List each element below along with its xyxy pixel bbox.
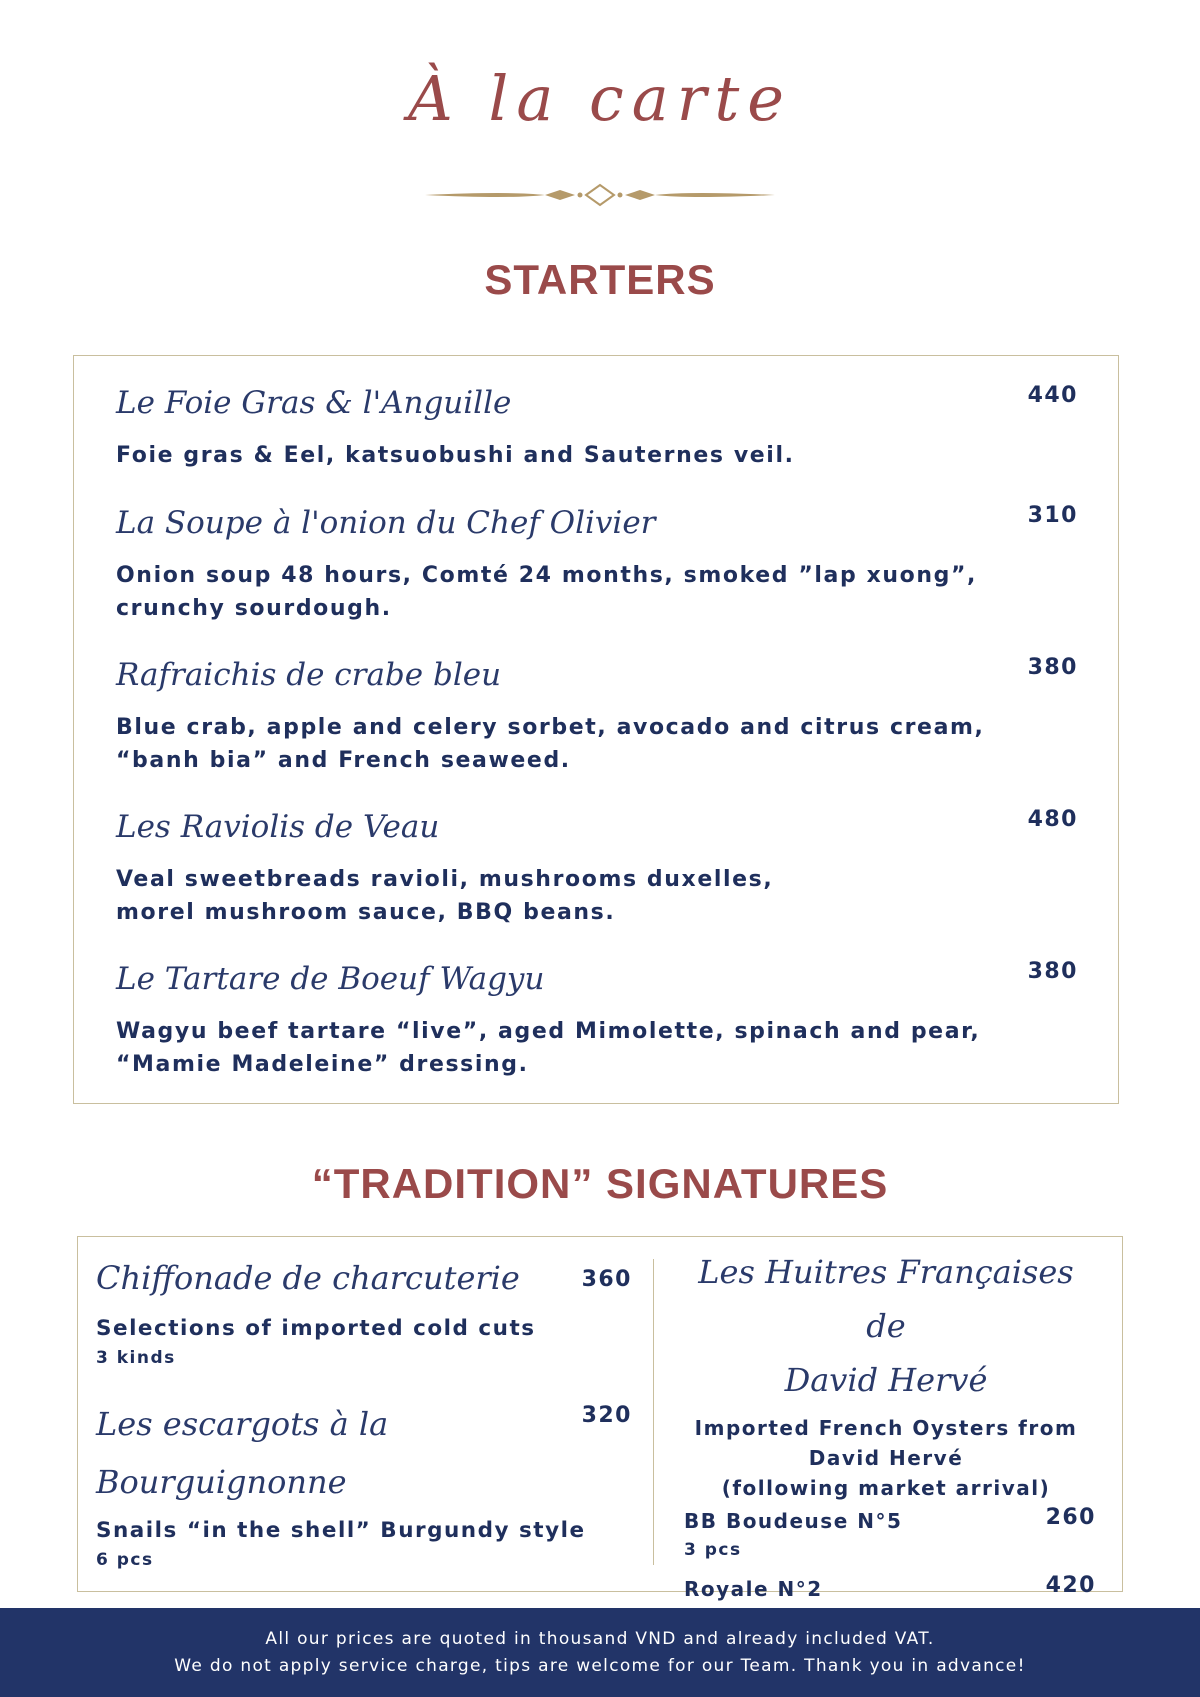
dish-description xyxy=(116,711,1078,777)
dish-description-line: Foie gras & Eel, katsuobushi and Sauternes veil. xyxy=(116,443,795,468)
dish-description-line: (following market arrival) xyxy=(721,1476,1051,1500)
dish-name: Le Tartare de Boeuf Wagyu xyxy=(116,961,545,997)
oysters-description xyxy=(676,1413,1096,1503)
dish-description xyxy=(116,863,1078,929)
dish-price: 380 xyxy=(1027,959,1078,984)
dish-description-line: Blue crab, apple and celery sorbet, avocado and citrus cream, xyxy=(116,715,985,740)
oysters-item xyxy=(676,1245,1096,1631)
dish-name: Le Foie Gras & l'Anguille xyxy=(116,385,512,421)
dish-quantity: 6 pcs xyxy=(96,1550,154,1570)
dish-description-line: morel mushroom sauce, BBQ beans. xyxy=(116,900,616,925)
dish-name-line: Les Huitres Françaises de xyxy=(698,1253,1074,1345)
dish-description xyxy=(116,439,1078,472)
option-name: Royale N°2 xyxy=(684,1577,823,1601)
dish-description-line: “banh bia” and French seaweed. xyxy=(116,748,571,773)
starters-box xyxy=(73,355,1119,1104)
dish-name-line: David Hervé xyxy=(784,1361,988,1399)
footer-line: All our prices are quoted in thousand VND and already included VAT. xyxy=(265,1629,935,1649)
option-price: 420 xyxy=(1045,1573,1096,1598)
dish-description-line: Wagyu beef tartare “live”, aged Mimolette, spinach and pear, xyxy=(116,1019,981,1044)
dish-description-line: Imported French Oysters from xyxy=(694,1416,1078,1440)
dish-price: 320 xyxy=(581,1403,632,1428)
page-title: À la carte xyxy=(408,62,792,135)
dish-description-line: David Hervé xyxy=(808,1446,964,1470)
dish-description-line: crunchy sourdough. xyxy=(116,596,392,621)
oyster-option xyxy=(676,1505,1096,1563)
dish-description: Selections of imported cold cuts xyxy=(96,1316,536,1341)
dish-name: Chiffonade de charcuterie xyxy=(96,1259,520,1297)
starters-heading: STARTERS xyxy=(484,256,716,303)
dish-description-line: Veal sweetbreads ravioli, mushrooms duxelles, xyxy=(116,867,774,892)
dish-name: La Soupe à l'onion du Chef Olivier xyxy=(116,505,656,541)
ornament-divider xyxy=(420,178,780,212)
dish-quantity: 3 kinds xyxy=(96,1348,176,1368)
signature-item xyxy=(96,1249,632,1371)
dish-price: 360 xyxy=(581,1267,632,1292)
dish-name: Rafraichis de crabe bleu xyxy=(116,657,502,693)
dish-description: Snails “in the shell” Burgundy style xyxy=(96,1518,586,1543)
dish-name-line: Bourguignonne xyxy=(96,1463,347,1501)
dish-description-line: Onion soup 48 hours, Comté 24 months, smoked ”lap xuong”, xyxy=(116,563,977,588)
dish-description-line: “Mamie Madeleine” dressing. xyxy=(116,1052,529,1077)
dish-price: 310 xyxy=(1027,503,1078,528)
dish-name-line: Les escargots à la xyxy=(96,1405,389,1443)
dish-description xyxy=(116,559,1078,625)
signatures-box xyxy=(77,1236,1123,1601)
footer-line: We do not apply service charge, tips are welcome for our Team. Thank you in advance! xyxy=(174,1656,1026,1676)
option-quantity: 3 pcs xyxy=(684,1540,742,1560)
signature-item xyxy=(96,1395,632,1573)
menu-item xyxy=(116,653,1078,777)
dish-name: Les Raviolis de Veau xyxy=(116,809,440,845)
option-name: BB Boudeuse N°5 xyxy=(684,1509,903,1533)
oysters-name xyxy=(676,1245,1096,1407)
footer-note xyxy=(0,1608,1200,1697)
menu-item xyxy=(116,501,1078,625)
dish-description xyxy=(116,1015,1078,1081)
menu-item xyxy=(116,957,1078,1081)
signatures-heading: “TRADITION” SIGNATURES xyxy=(311,1160,889,1207)
menu-item xyxy=(116,805,1078,929)
dish-price: 440 xyxy=(1027,383,1078,408)
dish-price: 380 xyxy=(1027,655,1078,680)
dish-price: 480 xyxy=(1027,807,1078,832)
menu-item xyxy=(116,381,1078,472)
column-divider xyxy=(653,1259,654,1565)
option-price: 260 xyxy=(1045,1505,1096,1530)
